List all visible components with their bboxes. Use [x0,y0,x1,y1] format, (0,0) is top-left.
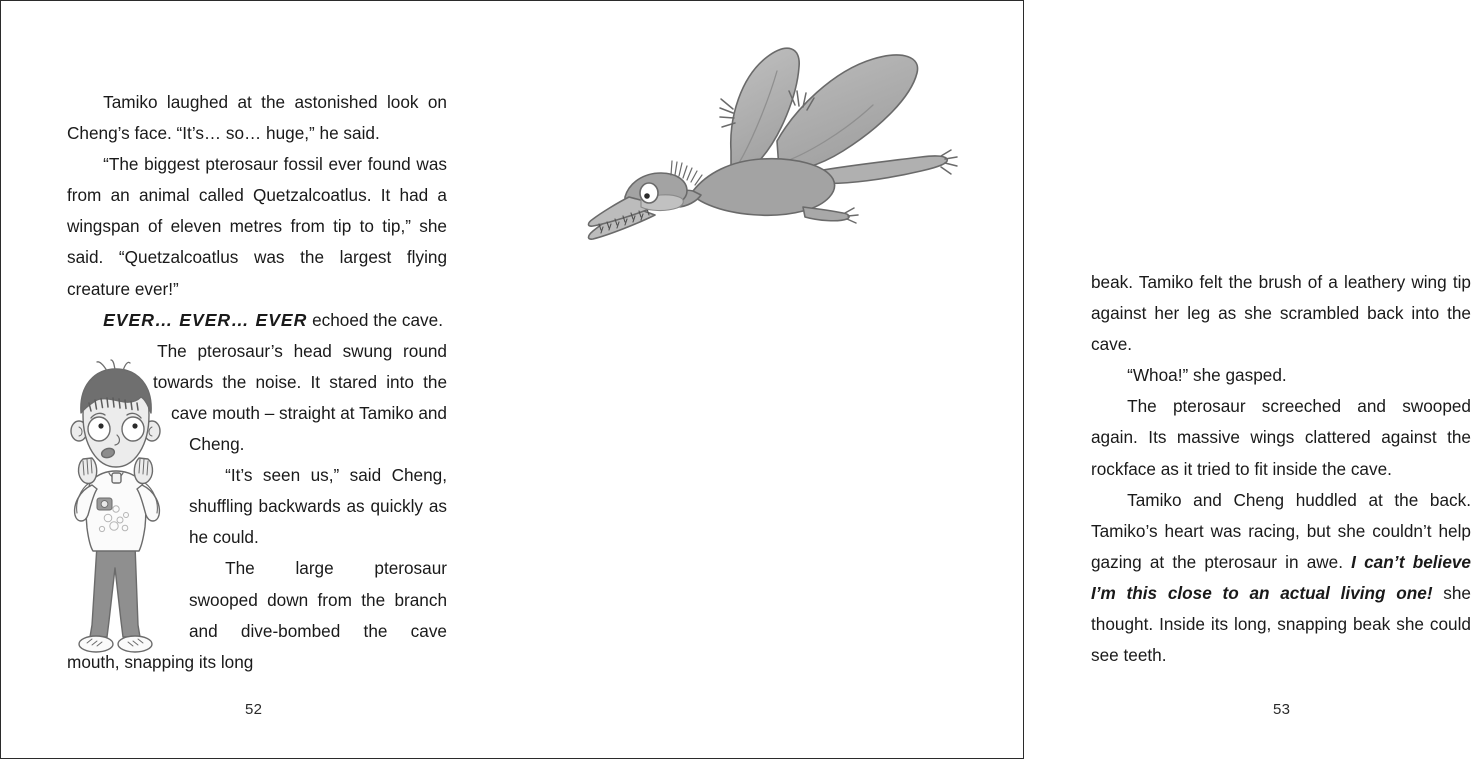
paragraph: The large pterosaur swooped down from the branch and dive-bombed the cave mouth, snapping its long [67,558,447,672]
paragraph-shout [67,305,447,336]
echo-tail-text: echoed the cave. [307,309,443,330]
pterosaur-illustration-svg [581,23,971,261]
paragraph: Tamiko laughed at the astonished look on Cheng’s face. “It’s… so… huge,” he said. [67,92,447,144]
paragraph: The pterosaur’s head swung round towards the noise. It stared into the cave mouth – straight at Tamiko and Cheng. [153,340,447,455]
wrap-spacer [67,553,189,584]
left-page-text-column [67,87,447,678]
pupil [644,193,650,199]
wrap-spacer [67,336,121,367]
right-page [513,1,1471,760]
rear-wing-membrane [817,156,947,183]
paragraph: beak. Tamiko felt the brush of a leathery wing tip against her leg as she scrambled back into the cave. [1091,272,1471,355]
page-number-right: 53 [1273,701,1291,718]
pterosaur-illustration [581,23,971,261]
wrap-spacer [67,522,189,553]
paragraph: “It’s seen us,” said Cheng, shuffling backwards as quickly as he could. [189,465,447,548]
inner-thought-text: I can’t believe I’m this close to an actual living one! [1091,551,1471,603]
paragraph: The pterosaur screeched and swooped again. Its massive wings clattered against the rockface as it tried to fit inside the cave. [1091,396,1471,479]
body-shape [693,159,835,216]
left-page [1,1,513,760]
paragraph-text-after: she thought. Inside its long, snapping beak she could see teeth. [1091,582,1471,666]
text-wrap-region [67,336,447,678]
eye [640,183,658,203]
wrap-spacer [67,398,171,429]
right-page-text-column [1091,267,1471,671]
paragraph: “Whoa!” she gasped. [1127,365,1287,386]
wrap-spacer [67,367,153,398]
page-number-left: 52 [245,701,263,718]
paragraph-text-before: Tamiko and Cheng huddled at the back. Tamiko’s heart was racing, but she couldn’t help gazing at the pterosaur in awe. [1091,489,1471,572]
leg-membrane [803,207,849,221]
echo-shout-text: EVER… EVER… EVER [103,309,308,330]
wrap-spacer [67,585,189,616]
wrap-spacer [67,429,189,460]
wrap-spacer [67,616,189,647]
wrap-spacer [67,460,189,491]
paragraph-with-thought [1091,485,1471,672]
paragraph: “The biggest pterosaur fossil ever found was from an animal called Quetzalcoatlus. It had a wingspan of eleven metres from tip to tip,” she said. “Quetzalcoatlus was the largest flying creature ever!” [67,154,447,299]
wrap-spacer [67,491,189,522]
